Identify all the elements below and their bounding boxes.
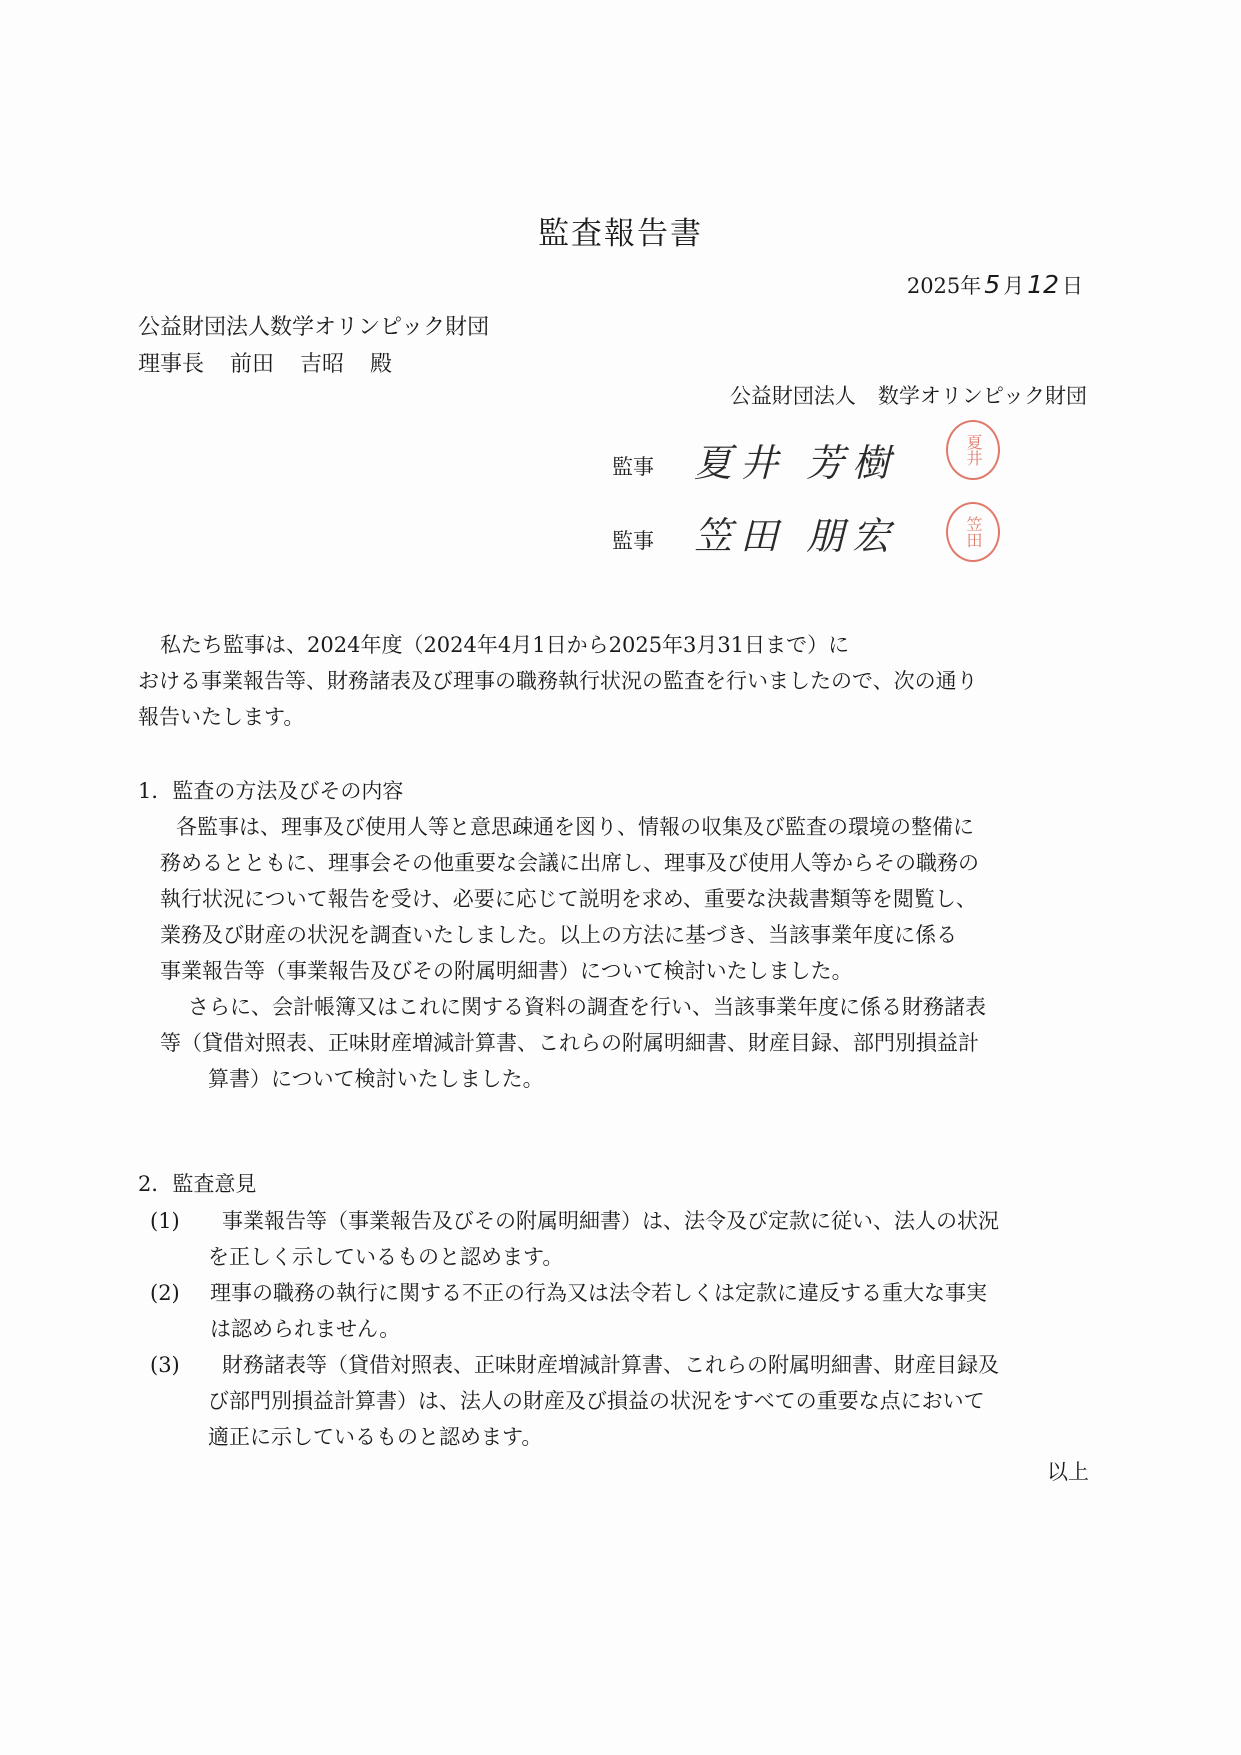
opinion-line: を正しく示しているものと認めます。 (208, 1245, 564, 1269)
opinion-number: (1) (150, 1209, 180, 1233)
auditor-1-signature: 夏井 芳樹 (694, 441, 899, 485)
section-2-heading: 2．監査意見 (138, 1172, 257, 1196)
opinion-item-3 (150, 1347, 1100, 1455)
section-1 (138, 773, 1098, 1097)
date-day: 12 (1027, 270, 1059, 299)
opinion-line: は認められません。 (210, 1317, 401, 1341)
date-month: 5 (984, 270, 1001, 299)
auditor-1-seal-text: 夏井 (964, 434, 983, 466)
addressee-given-name: 吉昭 (300, 352, 345, 377)
date-year: 2025 (906, 274, 961, 298)
section-1-line: 務めるとともに、理事会その他重要な会議に出席し、理事及び使用人等からその職務の (160, 851, 979, 875)
section-1-heading: 1．監査の方法及びその内容 (138, 779, 404, 803)
auditor-2-seal-text: 笠田 (964, 516, 983, 548)
opinion-number: (2) (150, 1281, 180, 1305)
auditor-1-label: 監事 (612, 455, 654, 479)
addressee-line (138, 347, 418, 378)
section-1-line: 業務及び財産の状況を調査いたしました。以上の方法に基づき、当該事業年度に係る (160, 923, 958, 947)
intro-line: おける事業報告等、財務諸表及び理事の職務執行状況の監査を行いましたので、次の通り (138, 669, 978, 693)
section-1-line: 等（貸借対照表、正味財産増減計算書、これらの附属明細書、財産目録、部門別損益計 (160, 1031, 979, 1055)
addressee-family-name: 前田 (230, 352, 275, 377)
date-day-suffix: 日 (1062, 274, 1083, 298)
auditor-2-signature: 笠田 朋宏 (694, 514, 899, 558)
opinion-item-2 (150, 1275, 1100, 1347)
intro-paragraph (138, 627, 1098, 735)
closing-mark: 以上 (1047, 1460, 1089, 1484)
auditor-2-label: 監事 (612, 529, 654, 553)
issuer-organization-name: 数学オリンピック財団 (877, 384, 1087, 408)
section-1-line: 算書）について検討いたしました。 (208, 1067, 544, 1091)
addressee-organization: 公益財団法人数学オリンピック財団 (138, 315, 490, 340)
opinion-item-1 (150, 1203, 1100, 1275)
opinion-line: 事業報告等（事業報告及びその附属明細書）は、法令及び定款に従い、法人の状況 (222, 1209, 999, 1233)
section-1-line: 各監事は、理事及び使用人等と意思疎通を図り、情報の収集及び監査の環境の整備に (176, 815, 974, 839)
date-year-suffix: 年 (960, 274, 982, 298)
opinion-line: 適正に示しているものと認めます。 (208, 1425, 543, 1449)
auditor-2-seal (946, 502, 1000, 562)
section-1-line: 事業報告等（事業報告及びその附属明細書）について検討いたしました。 (160, 959, 853, 983)
intro-line: 報告いたします。 (138, 705, 305, 729)
report-date (907, 270, 1083, 300)
section-1-line: さらに、会計帳簿又はこれに関する資料の調査を行い、当該事業年度に係る財務諸表 (188, 995, 986, 1019)
opinion-line: 理事の職務の執行に関する不正の行為又は法令若しくは定款に違反する重大な事実 (210, 1281, 987, 1305)
addressee-honorific: 殿 (370, 352, 393, 377)
addressee-position: 理事長 (138, 352, 205, 377)
document-title: 監査報告書 (538, 216, 703, 252)
opinion-line: 財務諸表等（貸借対照表、正味財産増減計算書、これらの附属明細書、財産目録及 (222, 1353, 999, 1377)
intro-line: 私たち監事は、2024年度（2024年4月1日から2025年3月31日まで）に (160, 633, 850, 657)
auditor-1-seal (946, 420, 1000, 480)
issuer-organization (730, 380, 1087, 410)
issuer-organization-type: 公益財団法人 (729, 384, 856, 408)
section-1-line: 執行状況について報告を受け、必要に応じて説明を求め、重要な決裁書類等を閲覧し、 (160, 887, 977, 911)
opinion-line: び部門別損益計算書）は、法人の財産及び損益の状況をすべての重要な点において (208, 1389, 985, 1413)
opinion-number: (3) (150, 1353, 180, 1377)
date-month-suffix: 月 (1003, 274, 1025, 298)
